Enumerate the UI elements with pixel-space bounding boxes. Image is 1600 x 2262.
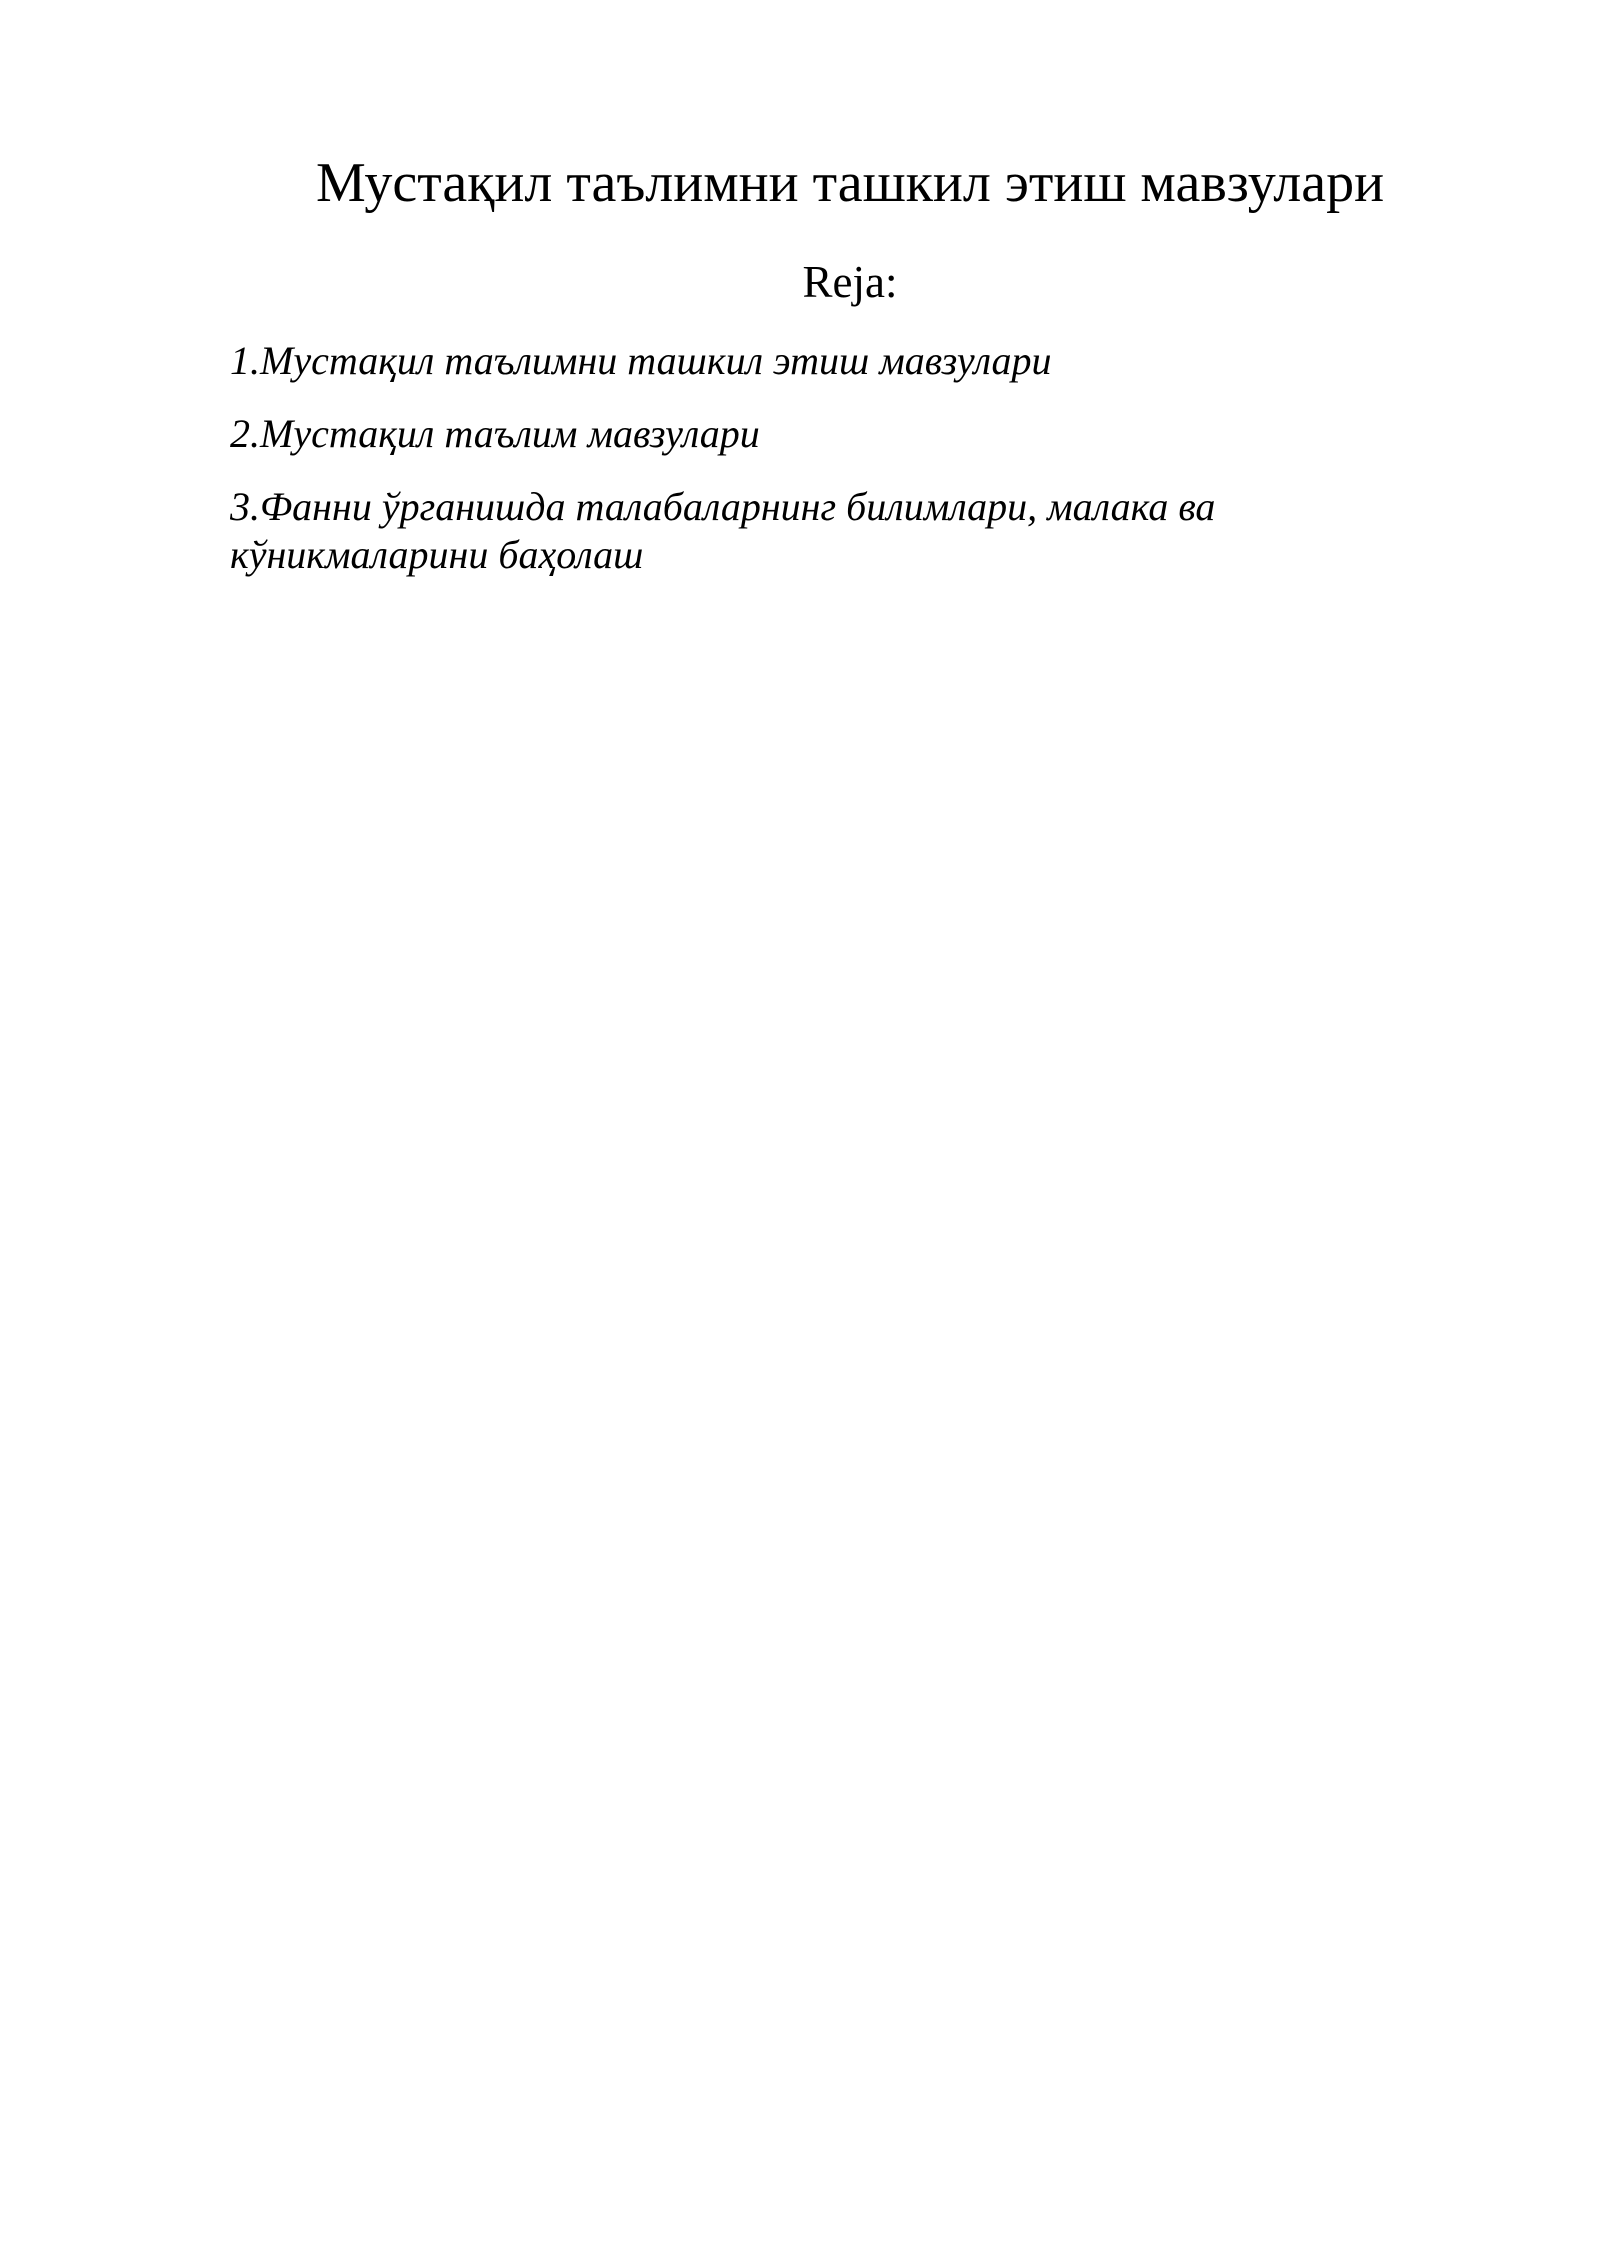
plan-item: 1.Мустақил таълимни ташкил этиш мавзулари [230,338,1052,383]
plan-item: 2.Мустақил таълим мавзулари [230,411,760,456]
plan-item: 3.Фанни ўрганишда талабаларнинг билимлари, малака ва кўникмаларини баҳолаш [230,484,1216,577]
document-title: Мустақил таълимни ташкил этиш мавзулари [315,152,1385,214]
plan-list [230,337,1330,604]
plan-heading: Reja: [802,257,898,307]
